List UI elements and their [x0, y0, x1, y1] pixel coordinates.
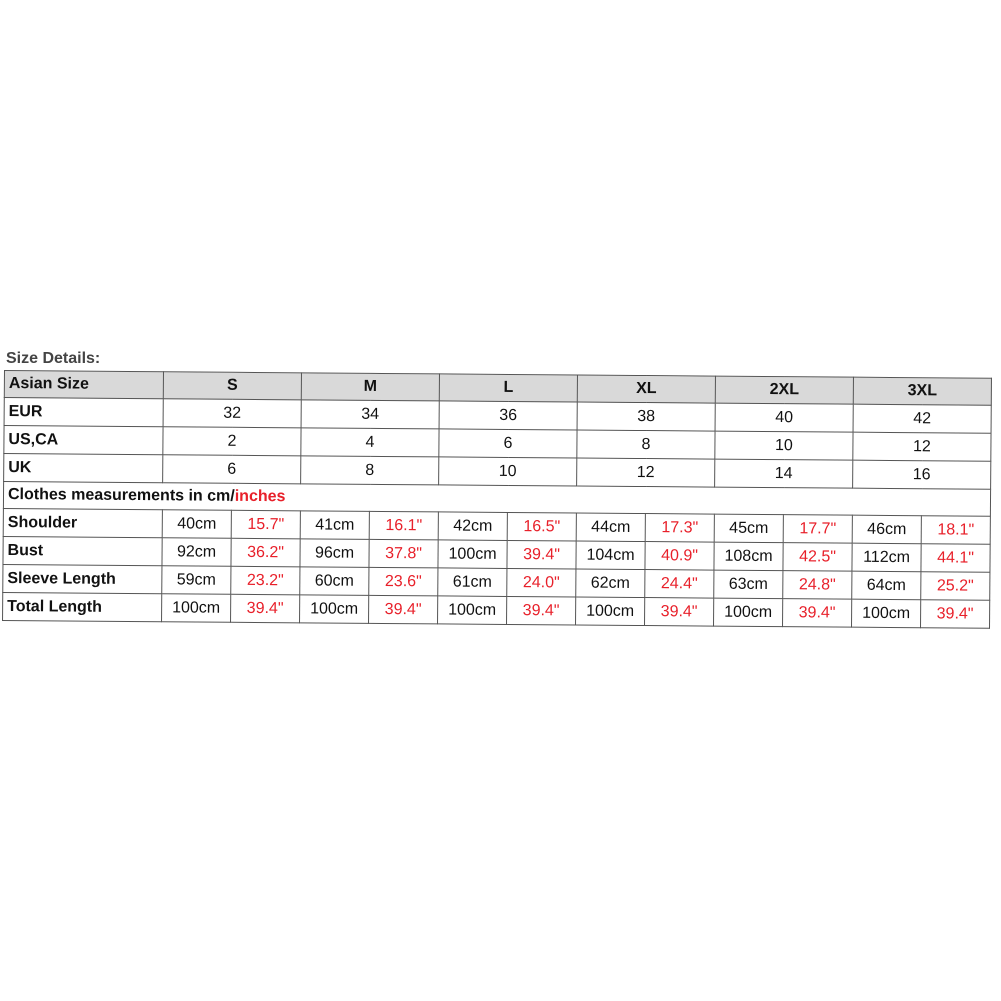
conversion-cell: 4	[301, 428, 439, 457]
cm-cell: 64cm	[852, 571, 921, 600]
size-header-s: S	[163, 372, 301, 400]
conversion-label: UK	[4, 454, 163, 483]
conversion-cell: 10	[715, 431, 853, 460]
size-details-title: Size Details:	[6, 350, 101, 367]
cm-cell: 42cm	[438, 512, 507, 541]
conversion-cell: 40	[715, 403, 853, 432]
conversion-cell: 16	[853, 460, 991, 489]
conversion-cell: 36	[439, 401, 577, 430]
cm-cell: 100cm	[852, 599, 921, 628]
conversion-cell: 42	[853, 404, 991, 433]
inch-cell: 42.5"	[783, 543, 852, 572]
cm-cell: 108cm	[714, 542, 783, 571]
cm-cell: 100cm	[576, 597, 645, 626]
measurement-label: Shoulder	[3, 508, 162, 537]
inch-cell: 39.4"	[921, 600, 990, 629]
inch-cell: 39.4"	[507, 596, 576, 625]
cm-cell: 100cm	[300, 595, 369, 624]
inch-cell: 39.4"	[783, 599, 852, 628]
cm-cell: 100cm	[438, 540, 507, 569]
inch-cell: 24.4"	[645, 570, 714, 599]
asian-size-label: Asian Size	[4, 371, 163, 399]
conversion-label: EUR	[4, 398, 163, 427]
measurement-label: Bust	[3, 536, 162, 565]
inch-cell: 37.8"	[369, 539, 438, 568]
inch-cell: 39.4"	[231, 594, 300, 623]
inch-cell: 18.1"	[921, 516, 990, 545]
inch-cell: 24.0"	[507, 568, 576, 597]
cm-cell: 62cm	[576, 569, 645, 598]
measurements-header-prefix: Clothes measurements in cm/	[7, 486, 235, 505]
inch-cell: 15.7"	[231, 510, 300, 539]
cm-cell: 92cm	[162, 538, 231, 567]
cm-cell: 96cm	[300, 539, 369, 568]
conversion-cell: 12	[577, 458, 715, 487]
conversion-cell: 8	[577, 430, 715, 459]
conversion-cell: 34	[301, 400, 439, 429]
inch-cell: 23.2"	[231, 566, 300, 595]
conversion-label: US,CA	[4, 426, 163, 455]
cm-cell: 112cm	[852, 543, 921, 572]
conversion-cell: 10	[439, 457, 577, 486]
size-chart-table	[2, 370, 992, 629]
conversion-cell: 12	[853, 432, 991, 461]
conversion-cell: 8	[301, 456, 439, 485]
size-header-l: L	[439, 374, 577, 402]
conversion-cell: 14	[715, 459, 853, 488]
inch-cell: 36.2"	[231, 538, 300, 567]
cm-cell: 100cm	[438, 596, 507, 625]
size-header-m: M	[301, 373, 439, 401]
conversion-cell: 2	[163, 427, 301, 456]
cm-cell: 40cm	[162, 510, 231, 539]
measurements-header-highlight: inches	[234, 487, 286, 506]
inch-cell: 24.8"	[783, 571, 852, 600]
size-header-xl: XL	[577, 375, 715, 403]
size-header-2xl: 2XL	[715, 376, 853, 404]
conversion-cell: 32	[163, 399, 301, 428]
inch-cell: 17.7"	[783, 515, 852, 544]
measurement-label: Total Length	[3, 592, 162, 621]
cm-cell: 59cm	[162, 566, 231, 595]
cm-cell: 60cm	[300, 567, 369, 596]
conversion-cell: 6	[163, 455, 301, 484]
conversion-cell: 38	[577, 402, 715, 431]
cm-cell: 61cm	[438, 568, 507, 597]
inch-cell: 23.6"	[369, 567, 438, 596]
cm-cell: 44cm	[576, 513, 645, 542]
size-chart-body	[3, 371, 992, 629]
measurement-label: Sleeve Length	[3, 564, 162, 593]
cm-cell: 100cm	[714, 598, 783, 627]
cm-cell: 46cm	[852, 515, 921, 544]
inch-cell: 39.4"	[507, 540, 576, 569]
inch-cell: 25.2"	[921, 572, 990, 601]
inch-cell: 39.4"	[369, 595, 438, 624]
inch-cell: 40.9"	[645, 542, 714, 571]
cm-cell: 100cm	[162, 594, 231, 623]
conversion-cell: 6	[439, 429, 577, 458]
cm-cell: 63cm	[714, 570, 783, 599]
inch-cell: 44.1"	[921, 544, 990, 573]
inch-cell: 17.3"	[645, 514, 714, 543]
size-header-3xl: 3XL	[853, 377, 991, 405]
inch-cell: 39.4"	[645, 598, 714, 627]
inch-cell: 16.1"	[369, 511, 438, 540]
cm-cell: 104cm	[576, 541, 645, 570]
cm-cell: 41cm	[300, 511, 369, 540]
cm-cell: 45cm	[714, 514, 783, 543]
inch-cell: 16.5"	[507, 512, 576, 541]
